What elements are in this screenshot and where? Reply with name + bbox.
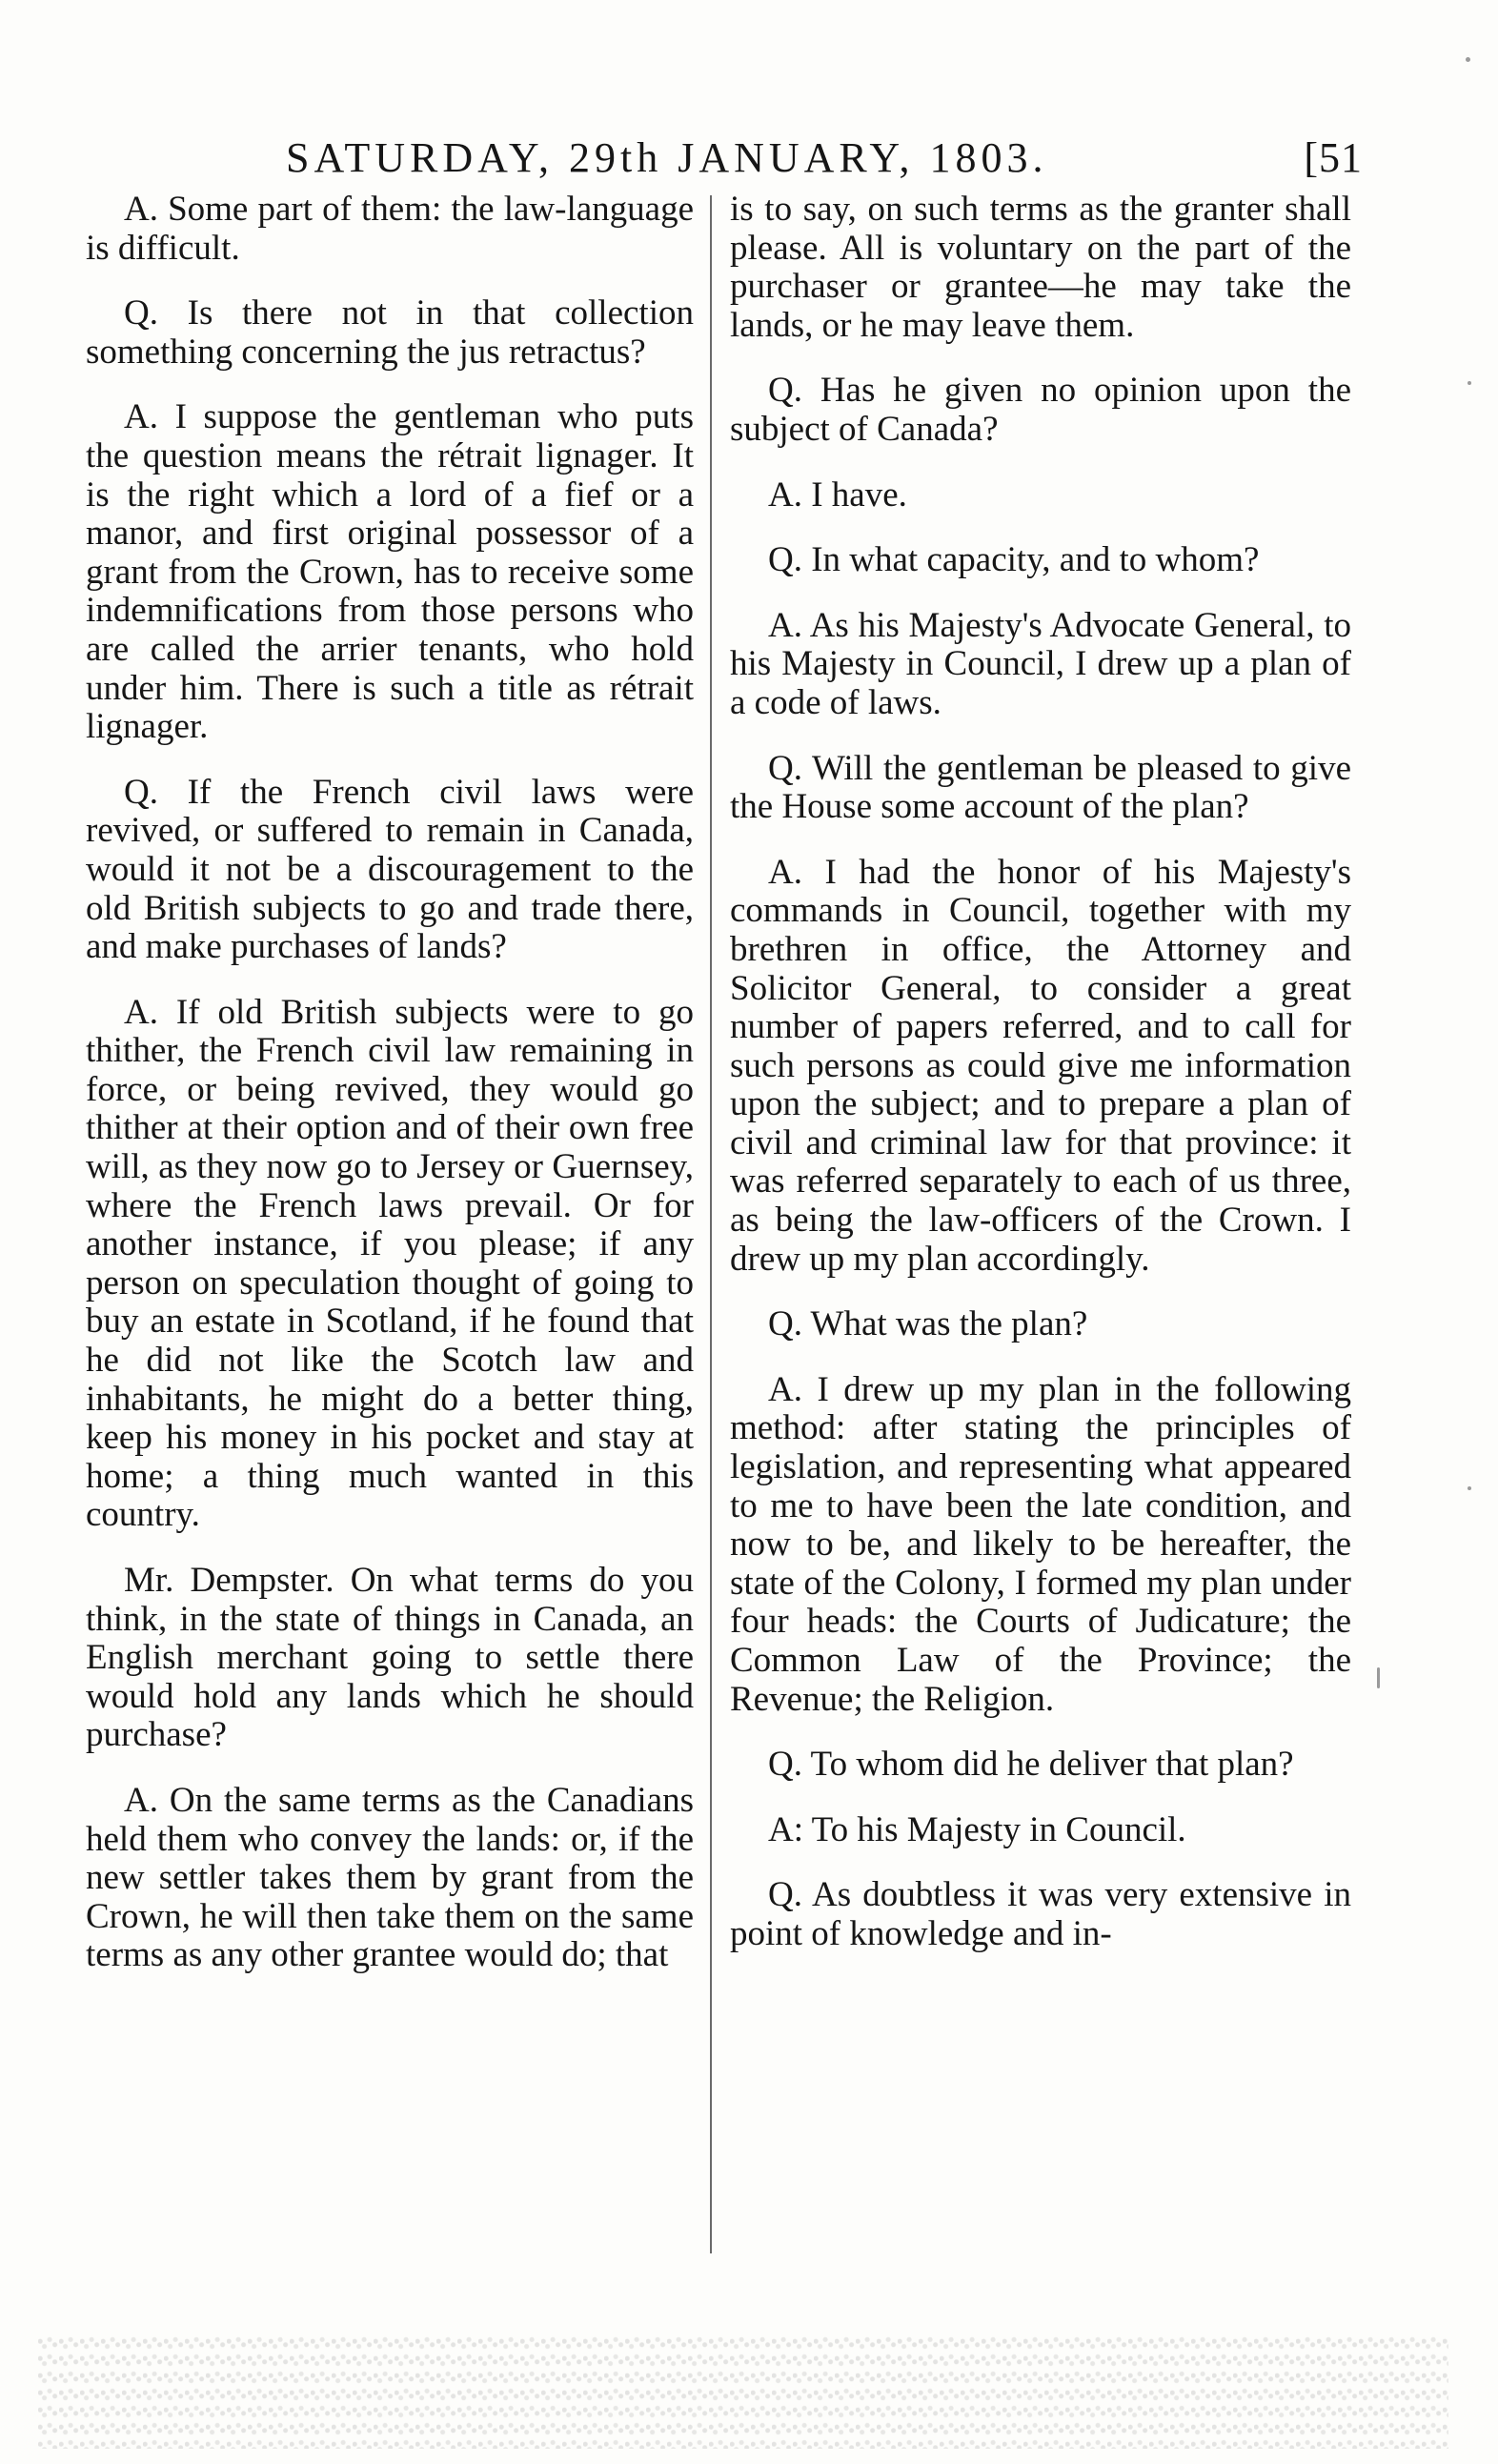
paragraph: Q. Has he given no opinion upon the subject of Canada? [730, 371, 1351, 449]
scan-noise [38, 2334, 1448, 2449]
scan-speck [1466, 57, 1470, 62]
paragraph: Q. As doubtless it was very extensive in point of knowledge and in- [730, 1875, 1351, 1953]
paragraph: Q. Will the gentleman be pleased to give the House some account of the plan? [730, 748, 1351, 827]
scan-speck [1468, 1486, 1471, 1490]
paragraph: A. Some part of them: the law-language is difficult. [86, 190, 694, 268]
paragraph: A. I drew up my plan in the following method: after stating the principles of legislation, and representing what appeared to me to have been the late condition, and now to be, and likely to be hereafter, the state of the Colony, I formed my plan under four heads: the Courts of Judicature; the Common Law of the Province; the Revenue; the Religion. [730, 1369, 1351, 1719]
paragraph: A. As his Majesty's Advocate General, to his Majesty in Council, I drew up a plan of a code of laws. [730, 605, 1351, 722]
paragraph: A. I have. [768, 475, 907, 515]
header-date-line: SATURDAY, 29th JANUARY, 1803. [286, 134, 1048, 181]
paragraph: A. If old British subjects were to go thither, the French civil law remaining in force, or being revived, they would go thither at their option and of their own free will, as they now go to Jersey or Guernsey, where the French laws prevail. Or for another instance, if you please; if any person on speculation thought of going to buy an estate in Scotland, if he found that he did not like the Scotch law and inhabitants, he might do a better thing, keep his money in his pocket and stay at home; a thing much wanted in this country. [86, 992, 694, 1535]
scan-speck [1377, 1667, 1380, 1688]
page-number: [51 [1304, 134, 1363, 181]
paragraph: A. On the same terms as the Canadians held them who convey the lands: or, if the new settler takes them by grant from the Crown, he will then take them on the same terms as any other grantee would do; that [86, 1780, 694, 1975]
paragraph: Q. In what capacity, and to whom? [768, 540, 1260, 580]
paragraph: Q. What was the plan? [768, 1304, 1088, 1344]
paragraph: A: To his Majesty in Council. [768, 1809, 1186, 1849]
column-divider [710, 195, 712, 2253]
left-column [86, 191, 694, 2002]
right-column [730, 191, 1351, 1981]
paragraph: A. I suppose the gentleman who puts the question means the rétrait lignager. It is the right which a lord of a fief or a manor, and first original possessor of a grant from the Crown, has to receive some indemnifications from those persons who are called the arrier tenants, who hold under him. There is such a title as rétrait lignager. [86, 397, 694, 747]
scan-speck [1468, 381, 1471, 385]
paragraph: Q. To whom did he deliver that plan? [768, 1745, 1294, 1785]
paragraph: is to say, on such terms as the granter shall please. All is voluntary on the part of the purchaser or grantee—he may take the lands, or he may leave them. [730, 190, 1351, 345]
paragraph: Mr. Dempster. On what terms do you think, in the state of things in Canada, an English merchant going to settle there would hold any lands which he should purchase? [86, 1561, 694, 1755]
paragraph: Q. If the French civil laws were revived, or suffered to remain in Canada, would it not be a discouragement to the old British subjects to go and trade there, and make purchases of lands? [86, 772, 694, 967]
paragraph: A. I had the honor of his Majesty's commands in Council, together with my brethren in office, the Attorney and Solicitor General, to consider a great number of papers referred, and to call for such persons as could give me information upon the subject; and to prepare a plan of civil and criminal law for that province: it was referred separately to each of us three, as being the law-officers of the Crown. I drew up my plan accordingly. [730, 852, 1351, 1279]
paragraph: Q. Is there not in that collection something concerning the jus retractus? [86, 293, 694, 372]
